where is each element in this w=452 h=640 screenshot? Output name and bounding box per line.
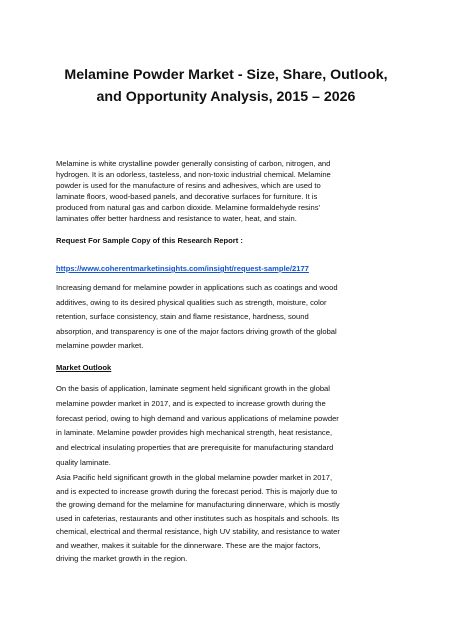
- paragraph-line: quality laminate.: [56, 457, 111, 467]
- paragraph-line: and weather, makes it suitable for the dinnerware. These are the major factors,: [56, 540, 321, 550]
- paragraph-line: melamine powder market in 2017, and is expected to increase growth during the: [56, 398, 326, 408]
- demand-paragraph: [56, 281, 396, 354]
- paragraph-line: retention, surface consistency, stain and flame resistance, hardness, sound: [56, 312, 309, 321]
- sample-request-link[interactable]: https://www.coherentmarketinsights.com/insight/request-sample/2177: [56, 264, 309, 273]
- paragraph-line: laminate floors, wood-based panels, and decorative surfaces for furniture. It is: [56, 191, 318, 201]
- paragraph-line: absorption, and transparency is one of the major factors driving growth of the global: [56, 326, 337, 336]
- paragraph-line: melamine powder market.: [56, 341, 144, 350]
- paragraph-line: additives, owing to its desired physical qualities such as strength, moisture, color: [56, 297, 327, 307]
- paragraph-line: driving the market growth in the region.: [56, 554, 188, 563]
- paragraph-line: laminates offer better hardness and resistance to water, heat, and stain.: [56, 213, 297, 223]
- paragraph-line: the growing demand for the melamine for manufacturing dinnerware, which is mostly: [56, 500, 340, 509]
- paragraph-line: and electrical insulating properties that are prerequisite for manufacturing standard: [56, 443, 334, 453]
- intro-paragraph: [56, 159, 396, 224]
- asia-pacific-paragraph: [56, 471, 396, 566]
- paragraph-line: Melamine is white crystalline powder generally consisting of carbon, nitrogen, and: [56, 159, 331, 168]
- paragraph-line: forecast period, owing to high demand and various applications of melamine powder: [56, 413, 339, 423]
- paragraph-line: On the basis of application, laminate segment held significant growth in the global: [56, 384, 330, 393]
- paragraph-line: Increasing demand for melamine powder in applications such as coatings and wood: [56, 283, 338, 292]
- paragraph-line: chemical, electrical and thermal resistance, high UV stability, and resistance to water: [56, 527, 340, 536]
- paragraph-line: used in cafeterias, restaurants and other institutes such as hospitals and schools. Its: [56, 513, 340, 523]
- outlook-paragraph: [56, 382, 396, 471]
- paragraph-line: powder is used for the manufacture of resins and adhesives, which are used to: [56, 180, 321, 190]
- paragraph-line: produced from natural gas and carbon dioxide. Melamine formaldehyde resins': [56, 202, 321, 212]
- market-outlook-heading: Market Outlook: [56, 363, 112, 372]
- paragraph-line: Asia Pacific held significant growth in the global melamine powder market in 2017,: [56, 473, 333, 482]
- paragraph-line: in laminate. Melamine powder provides high mechanical strength, heat resistance,: [56, 428, 333, 438]
- request-sample-label: Request For Sample Copy of this Research Report :: [56, 236, 243, 245]
- document-title: Melamine Powder Market - Size, Share, Outlook, and Opportunity Analysis, 2015 – 2026: [64, 67, 388, 105]
- paragraph-line: and is expected to increase growth during the forecast period. This is majorly due to: [56, 486, 338, 496]
- paragraph-line: hydrogen. It is an odorless, tasteless, and non-toxic industrial chemical. Melamine: [56, 169, 331, 179]
